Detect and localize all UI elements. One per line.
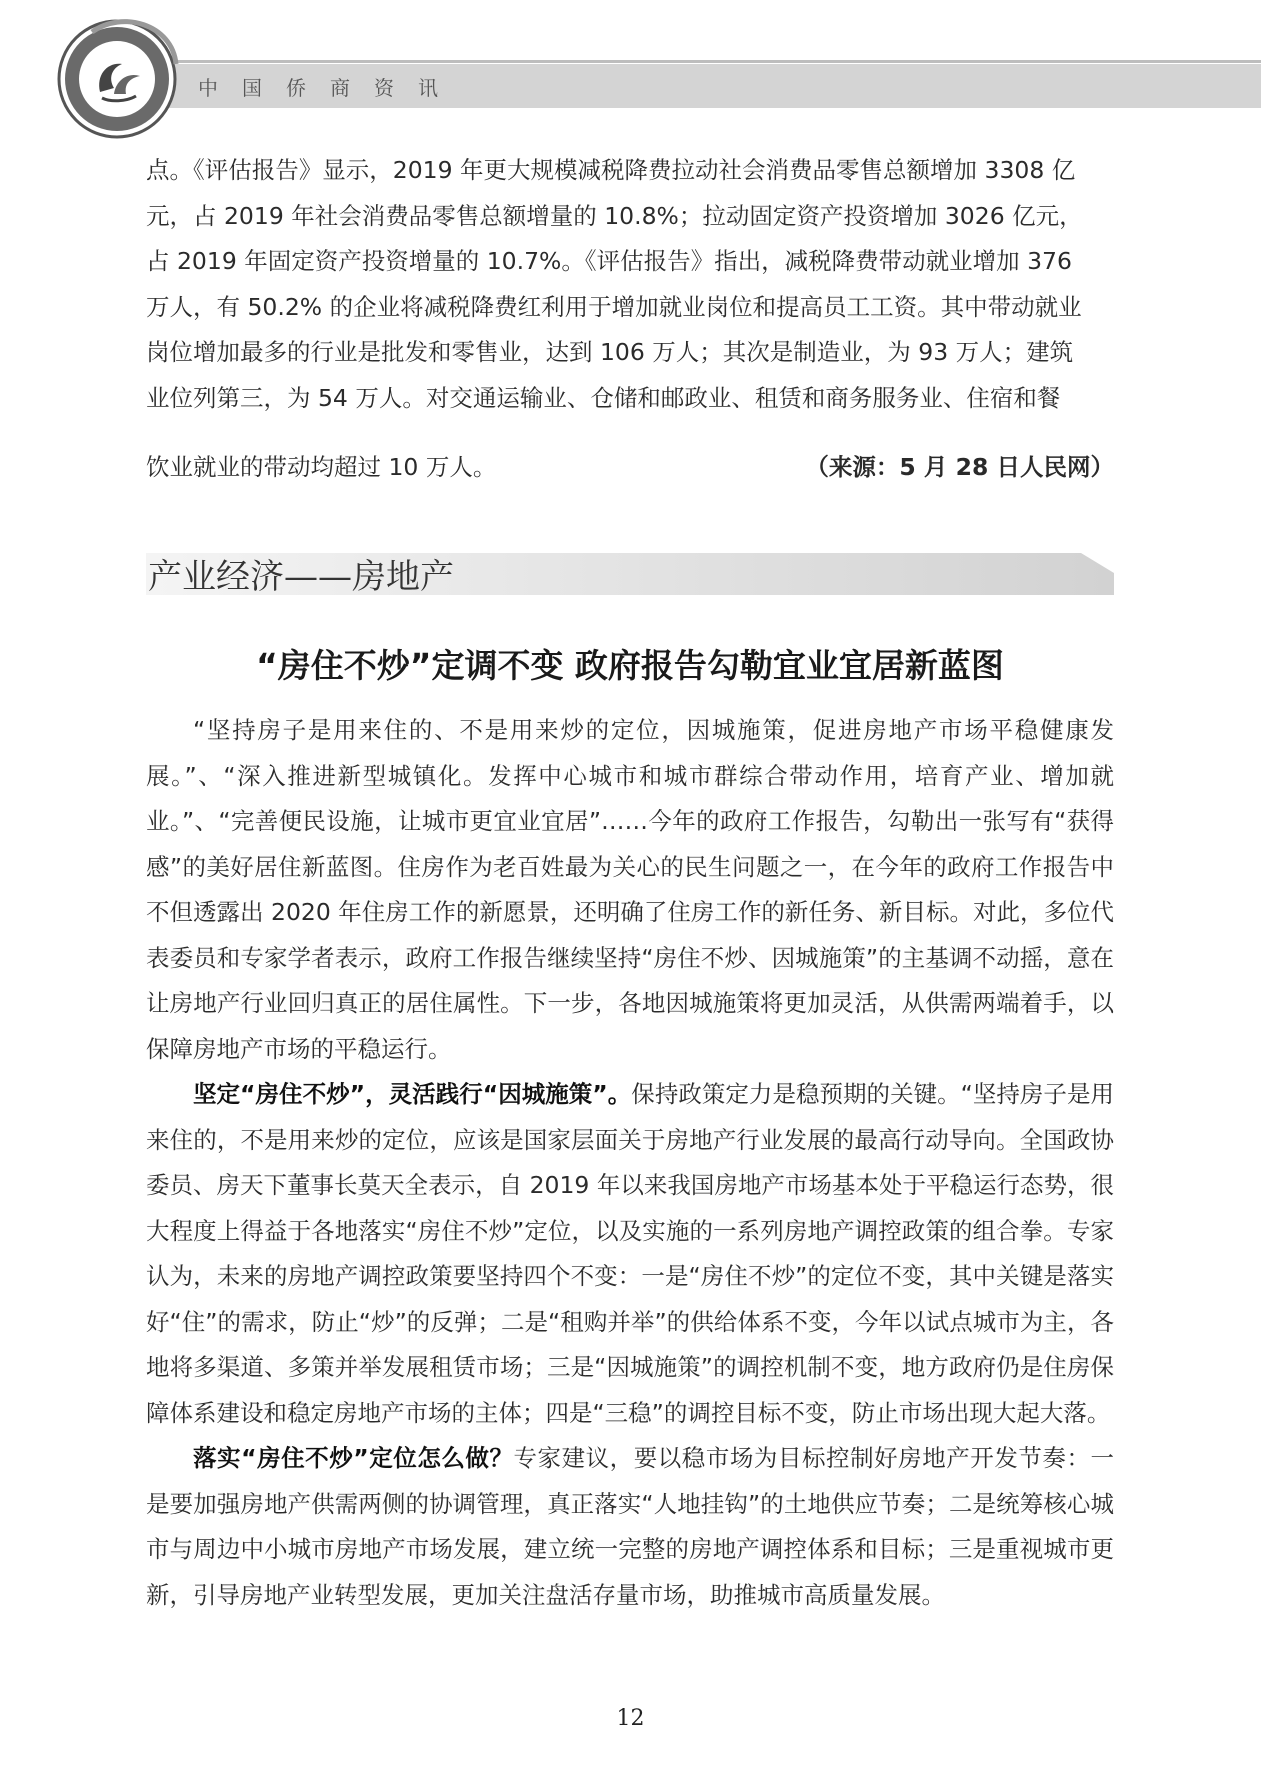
header-band-line <box>155 60 1261 63</box>
previous-article-tail <box>146 148 1114 421</box>
text-line: 点。《评估报告》显示，2019 年更大规模减税降费拉动社会消费品零售总额增加 3308 亿 <box>146 156 1076 184</box>
paragraph <box>146 1072 1114 1436</box>
text-line: 饮业就业的带动均超过 10 万人。 <box>146 453 497 481</box>
paragraph: “坚持房子是用来住的、不是用来炒的定位，因城施策，促进房地产市场平稳健康发展。”、“深入推进新型城镇化。发挥中心城市和城市群综合带动作用，培育产业、增加就业。”、“完善便民设施，让城市更宜业宜居”……今年的政府工作报告，勾勒出一张写有“获得感”的美好居住新蓝图。住房作为老百姓最为关心的民生问题之一，在今年的政府工作报告中不但透露出 2020 年住房工作的新愿景，还明确了住房工作的新任务、新目标。对此，多位代表委员和专家学者表示，政府工作报告继续坚持“房住不炒、因城施策”的主基调不动摇，意在让房地产行业回归真正的居住属性。下一步，各地因城施策将更加灵活，从供需两端着手，以保障房地产市场的平稳运行。 <box>146 716 1114 1063</box>
text-line: 元，占 2019 年社会消费品零售总额增量的 10.8%；拉动固定资产投资增加 3026 亿元， <box>146 201 1083 230</box>
article-body <box>146 708 1114 1618</box>
page-number: 12 <box>616 1706 645 1731</box>
source-line <box>146 445 1114 491</box>
section-title: 产业经济——房地产 <box>148 557 454 597</box>
text-line: 业位列第三，为 54 万人。对交通运输业、仓储和邮政业、租赁和商务服务业、住宿和餐 <box>146 383 1061 412</box>
header-title: 中国侨商资讯 <box>198 76 462 100</box>
page-header <box>0 0 1261 140</box>
source-citation: （来源：5 月 28 日人民网） <box>805 453 1114 481</box>
section-header <box>146 553 1114 595</box>
paragraph-body: 专家建议，要以稳市场为目标控制好房地产开发节奏：一是要加强房地产供需两侧的协调管理，真正落实“人地挂钩”的土地供应节奏；二是统筹核心城市与周边中小城市房地产市场发展，建立统一完整的房地产调控体系和目标；三是重视城市更新，引导房地产业转型发展，更加关注盘活存量市场，助推城市高质量发展。 <box>146 1444 1115 1609</box>
text-line: 万人，有 50.2% 的企业将减税降费红利用于增加就业岗位和提高员工工资。其中带动就业 <box>146 292 1082 321</box>
paragraph-body: 保持政策定力是稳预期的关键。“坚持房子是用来住的，不是用来炒的定位，应该是国家层面关于房地产行业发展的最高行动导向。全国政协委员、房天下董事长莫天全表示，自 2019 年以来我国房地产市场基本处于平稳运行态势，很大程度上得益于各地落实“房住不炒”定位，以及实施的一系列房地产调控政策的组合拳。专家认为，未来的房地产调控政策要坚持四个不变：一是“房住不炒”的定位不变，其中关键是落实好“住”的需求，防止“炒”的反弹；二是“租购并举”的供给体系不变，今年以试点城市为主，各地将多渠道、多策并举发展租赁市场；三是“因城施策”的调控机制不变，地方政府仍是住房保障体系建设和稳定房地产市场的主体；四是“三稳”的调控目标不变，防止市场出现大起大落。 <box>146 1080 1114 1427</box>
paragraph-lead: 坚定“房住不炒”，灵活践行“因城施策”。 <box>193 1080 632 1108</box>
text-line: 岗位增加最多的行业是批发和零售业，达到 106 万人；其次是制造业，为 93 万人；建筑 <box>146 338 1074 366</box>
text-line: 占 2019 年固定资产投资增量的 10.7%。《评估报告》指出，减税降费带动就业增加 376 <box>146 247 1072 275</box>
paragraph-lead: 落实“房住不炒”定位怎么做？ <box>193 1444 514 1472</box>
paragraph <box>146 1436 1114 1618</box>
chamber-logo-icon <box>52 14 182 144</box>
article-title: “房住不炒”定调不变 政府报告勾勒宜业宜居新蓝图 <box>256 646 1004 685</box>
